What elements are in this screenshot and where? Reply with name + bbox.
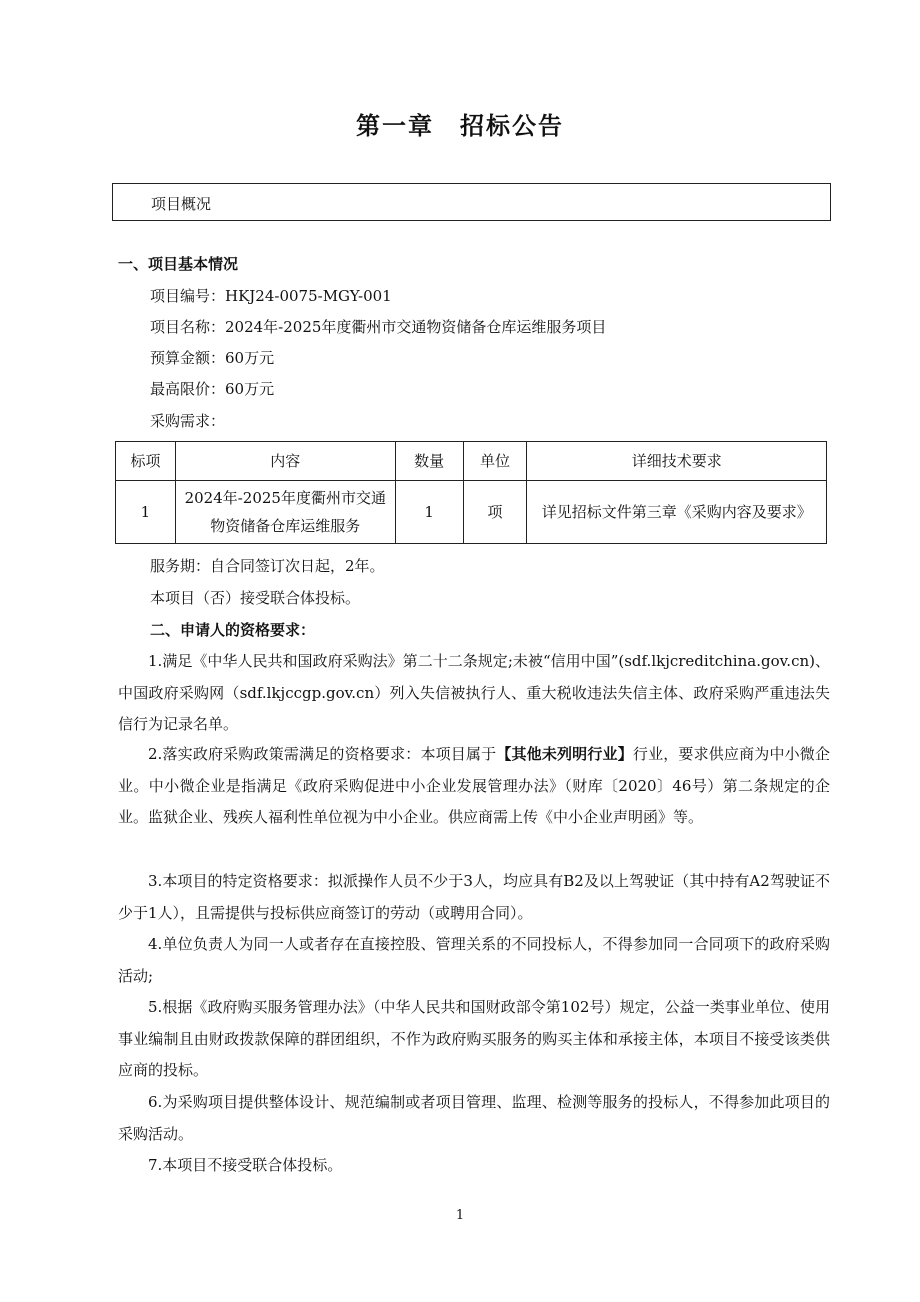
table-cell: 详见招标文件第三章《采购内容及要求》 — [527, 481, 827, 544]
qualification-item-3: 3.本项目的特定资格要求：拟派操作人员不少于3人，均应具有B2及以上驾驶证（其中持有A2驾驶证不少于1人），且需提供与投标供应商签订的劳动（或聘用合同）。 — [118, 872, 830, 922]
page-number: 1 — [455, 1208, 465, 1223]
item2-text-a: 2.落实政府采购政策需满足的资格要求：本项目属于 — [148, 745, 497, 763]
table-cell: 2024年-2025年度衢州市交通物资储备仓库运维服务 — [175, 481, 395, 544]
qualification-item-4: 4.单位负责人为同一人或者存在直接控股、管理关系的不同投标人，不得参加同一合同项下的政府采购活动; — [118, 935, 830, 985]
budget-amount: 预算金额：60万元 — [150, 349, 275, 367]
table-header-row — [116, 442, 827, 481]
table-header-cell: 详细技术要求 — [527, 442, 827, 481]
project-number: 项目编号：HKJ24-0075-MGY-001 — [150, 287, 392, 305]
table-cell: 项 — [463, 481, 527, 544]
section1-heading: 一、项目基本情况 — [118, 255, 239, 273]
chapter-title: 第一章 招标公告 — [356, 111, 564, 140]
table-row — [116, 481, 827, 544]
qualification-item-5: 5.根据《政府购买服务管理办法》（中华人民共和国财政部令第102号）规定，公益一类事业单位、使用事业编制且由财政拨款保障的群团组织，不作为政府购买服务的购买主体和承接主体，本项目不接受该类供应商的投标。 — [118, 998, 830, 1079]
requirement-label: 采购需求： — [150, 412, 226, 430]
overview-box — [112, 183, 831, 221]
table-cell: 1 — [395, 481, 463, 544]
table-cell: 1 — [116, 481, 176, 544]
table-header-cell: 单位 — [463, 442, 527, 481]
qualification-item-7: 7.本项目不接受联合体投标。 — [148, 1156, 343, 1174]
table-header-cell: 数量 — [395, 442, 463, 481]
consortium-note: 本项目（否）接受联合体投标。 — [150, 589, 361, 607]
project-name: 项目名称：2024年-2025年度衢州市交通物资储备仓库运维服务项目 — [150, 318, 607, 336]
service-period: 服务期：自合同签订次日起，2年。 — [150, 557, 385, 575]
item2-highlight: 【其他未列明行业】 — [496, 745, 633, 763]
qualification-item-6: 6.为采购项目提供整体设计、规范编制或者项目管理、监理、检测等服务的投标人，不得参加此项目的采购活动。 — [118, 1093, 830, 1143]
max-price: 最高限价：60万元 — [150, 380, 275, 398]
overview-label: 项目概况 — [151, 195, 212, 213]
qualification-item-1: 1.满足《中华人民共和国政府采购法》第二十二条规定;未被“信用中国”(sdf.lkjcreditchina.gov.cn)、中国政府采购网（sdf.lkjccgp.gov.cn）列入失信被执行人、重大税收违法失信主体、政府采购严重违法失信行为记录名单。 — [118, 652, 830, 733]
item2-text-b: 行业，要求供应商为中小微企业。中小微企业是指满足《政府采购促进中小企业发展管理办法》（财库〔2020〕46号）第二条规定的企业。监狱企业、残疾人福利性单位视为中小企业。供应商需上传《中小企业声明函》等。 — [118, 745, 830, 826]
procurement-table — [115, 441, 827, 544]
table-header-cell: 内容 — [175, 442, 395, 481]
section2-heading: 二、申请人的资格要求： — [150, 621, 316, 639]
qualification-item-2 — [118, 739, 830, 834]
table-header-cell: 标项 — [116, 442, 176, 481]
